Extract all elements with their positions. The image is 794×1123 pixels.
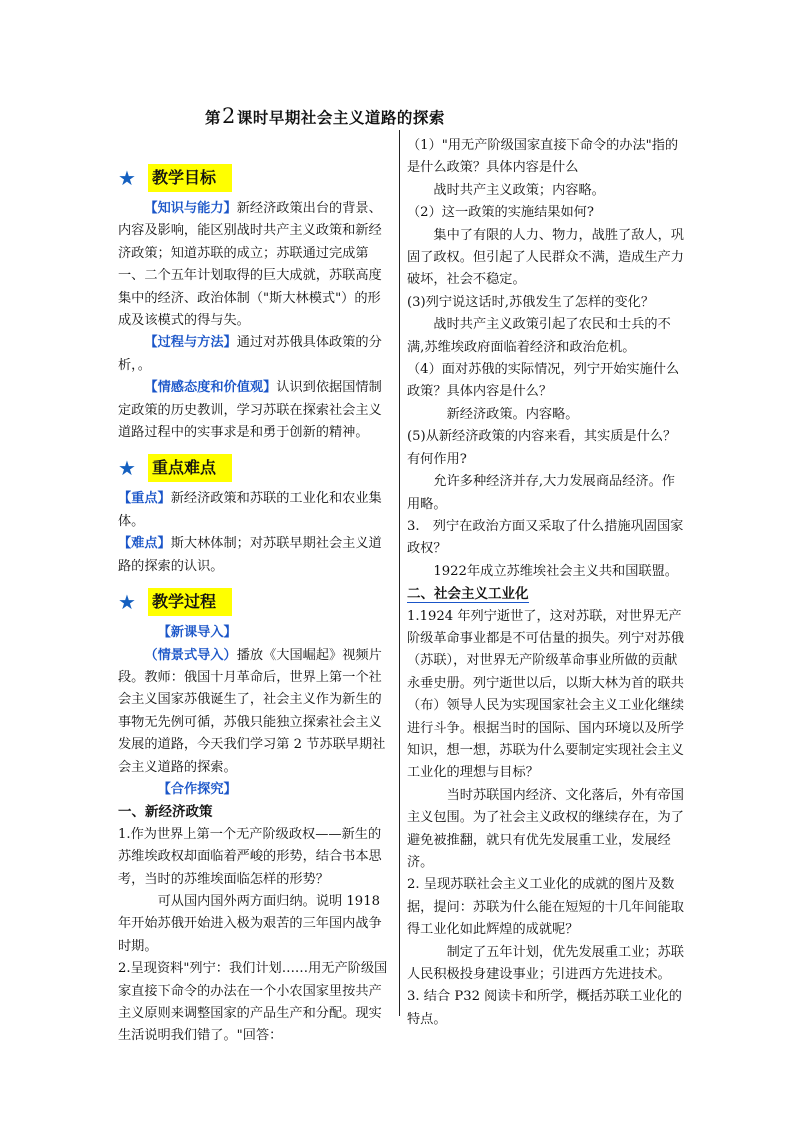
answer-1: 可从国内国外两方面归纳。说明 1918 年开始苏俄开始进入极为艰苦的三年国内战争时期。 [118,893,382,954]
sub-answer-3: 战时共产主义政策引起了农民和士兵的不满,苏维埃政府面临着经济和政治危机。 [407,317,671,355]
key-tag: 【重点】 [118,491,171,507]
difficult-text: 斯大林体制；对苏联早期社会主义道路的探索的认识。 [118,536,382,574]
knowledge-goal [118,198,388,332]
process-text: 通过对苏俄具体政策的分析，。 [118,335,382,373]
industrial-answer-1: 当时苏联国内经济、文化落后，外有帝国主义包围。为了社会主义政权的继续存在，为了避免被推翻，就只有优先发展重工业，发展经济。 [407,787,684,870]
intro-text: 播放《大国崛起》视频片段。教师：俄国十月革命后，世界上第一个社会主义国家苏俄诞生了，社会主义作为新生的事物无先例可循，苏俄只能独立探索社会主义发展的道路，今天我们学习第 2 节苏联早期社会主义道路的探索。 [118,647,386,775]
section-key-points [118,454,388,482]
sub-question-5: (5)从新经济政策的内容来看，其实质是什么？有何作用? [407,429,677,467]
title-number: 2 [222,104,236,128]
page-title [205,104,445,128]
star-icon: ★ [118,166,136,190]
sub-question-3: (3)列宁说这话时,苏俄发生了怎样的变化？ [407,294,655,310]
question-1: 1.作为世界上第一个无产阶级政权——新生的苏维埃政权却面临着严峻的形势，结合书本思考，当时的苏维埃面临怎样的形势？ [118,826,382,887]
emotion-goal [118,377,388,444]
question-2: 2.呈现资料"列宁：我们计划……用无产阶级国家直接下命令的办法在一个小农国家里按共产主义原则来调整国家的产品生产和分配。现实生活说明我们错了。"回答： [118,961,388,1044]
sub-answer-4: 新经济政策。内容略。 [446,406,579,422]
left-column [118,162,388,1048]
sub-question-2: （2）这一政策的实施结果如何? [407,205,594,221]
process-tag: 【过程与方法】 [144,335,237,351]
knowledge-text: 新经济政策出台的背景、内容及影响，能区别战时共产主义政策和新经济政策；知道苏联的成立；苏联通过完成第一、二个五年计划取得的巨大成就，苏联高度集中的经济、政治体制（"斯大林模式"）的形成及该模式的得与失。 [118,201,382,329]
title-rest: 课时早期社会主义道路的探索 [236,108,445,127]
industrial-question-1: 1.1924 年列宁逝世了，这对苏联，对世界无产阶级革命事业都是不可估量的损失。列宁对苏俄（苏联），对世界无产阶级革命事业所做的贡献永垂史册。列宁逝世以后，以斯大林为首的联共（布）领导人民为实现国家社会主义工业化继续进行斗争。根据当时的国际、国内环境以及所学知识，想一想，苏联为什么要制定实现社会主义工业化的理想与目标？ [407,608,684,781]
intro-heading: 【新课导入】 [157,625,237,641]
section-title: 重点难点 [148,454,232,482]
emotion-text: 认识到依据国情制定政策的历史教训，学习苏联在探索社会主义道路过程中的实事求是和勇于创新的精神。 [118,380,382,441]
title-prefix: 第 [205,108,222,127]
knowledge-tag: 【知识与能力】 [144,201,237,216]
emotion-tag: 【情感态度和价值观】 [144,380,277,396]
sub-question-4: （4）面对苏俄的实际情况，列宁开始实施什么政策？具体内容是什么？ [407,362,680,400]
key-point [118,488,388,533]
part-one-heading: 一、新经济政策 [118,804,213,821]
industrial-answer-2: 制定了五年计划，优先发展重工业；苏联人民积极投身建设事业；引进西方先进技术。 [407,944,684,983]
intro-paragraph [118,645,388,779]
column-divider [399,130,400,1016]
difficult-point [118,533,388,578]
section-title: 教学目标 [148,164,232,192]
section-teaching-process [118,588,388,616]
difficult-tag: 【难点】 [118,536,171,552]
answer-3: 1922年成立苏维埃社会主义共和国联盟。 [433,563,678,579]
question-3: 3. 列宁在政治方面又采取了什么措施巩固国家政权？ [407,518,684,557]
key-text: 新经济政策和苏联的工业化和农业集体。 [118,491,382,529]
sub-question-1: （1）"用无产阶级国家直接下命令的办法"指的是什么政策？具体内容是什么 [407,138,679,176]
part-two-heading [407,583,685,605]
star-icon: ★ [118,590,136,615]
section-teaching-goals [118,164,388,192]
section-title: 教学过程 [148,588,232,616]
sub-answer-2: 集中了有限的人力、物力，战胜了敌人，巩固了政权。但引起了人民群众不满，造成生产力破坏，社会不稳定。 [407,227,684,288]
right-column [407,135,685,1031]
intro-subtag: （情景式导入） [144,647,237,663]
process-goal [118,332,388,377]
part-two-title: 二、社会主义工业化 [407,586,529,603]
industrial-question-2: 2. 呈现苏联社会主义工业化的成就的图片及数据，提问：苏联为什么能在短短的十几年间能取得工业化如此辉煌的成就呢？ [407,877,684,938]
sub-answer-5: 允许多种经济并存,大力发展商品经济。作用略。 [407,474,675,512]
industrial-question-3: 3. 结合 P32 阅读卡和所学，概括苏联工业化的特点。 [407,989,682,1027]
sub-answer-1: 战时共产主义政策；内容略。 [433,182,605,198]
star-icon: ★ [118,456,136,481]
coop-heading: 【合作探究】 [157,781,237,797]
